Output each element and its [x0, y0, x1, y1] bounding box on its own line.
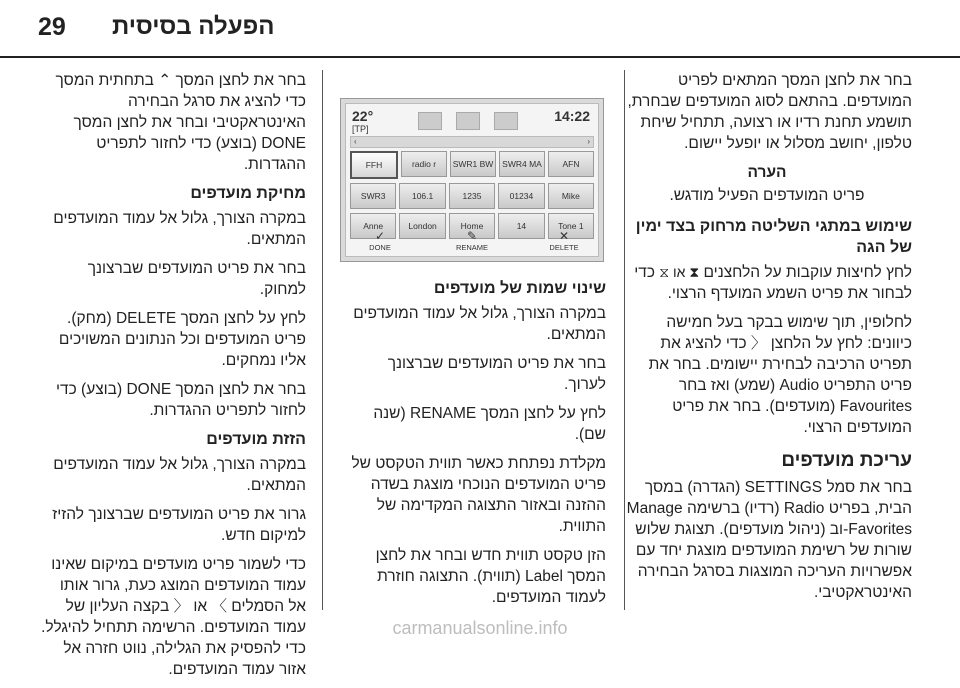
paragraph: מקלדת נפתחת כאשר תווית הטקסט של פריט המועדפים הנוכחי מוצגת בשדה ההזנה ובאזור התצוגה המקדימה של התווית. — [351, 455, 606, 535]
paragraph: לחץ על לחצן המסך RENAME (שנה שם). — [373, 405, 606, 443]
favourite-tile: 1235 — [449, 183, 495, 209]
note-title: הערה — [747, 164, 787, 181]
paragraph: במקרה הצורך, גלול אל עמוד המועדפים המתאים. — [53, 456, 306, 494]
temperature-readout: 22° — [352, 108, 374, 124]
home-icon — [418, 112, 442, 130]
watermark: carmanualsonline.info — [392, 618, 568, 638]
section-heading: שימוש במתגי השליטה מרחוק בצד ימין של הגה — [635, 218, 912, 256]
paragraph-text: לחץ לחיצות עוקבות על הלחצנים — [703, 264, 912, 281]
paragraph: בחר את לחצן המסך ⌃ בתחתית המסך כדי להציג את סרגל הבחירה האינטראקטיבי ובחר את לחצן המסך DONE (בוצע) כדי לחזור לתפריט ההגדרות. — [55, 72, 306, 173]
favourite-tile: 01234 — [498, 183, 544, 209]
section-heading: שינוי שמות של מועדפים — [433, 280, 606, 297]
page-title: הפעלה בסיסית — [112, 13, 275, 40]
rename-action — [442, 229, 502, 252]
paragraph: בחר את סמל SETTINGS (הגדרה) במסך הבית, בפריט Radio (רדיו) ברשימה Manage Favorites-וב (ניהול מועדפים). תצוגת שלוש שורות של רשימת המועדפים מוצגת יחד עם אפשרויות העריכה המוצגות בסרגל הבחירה האינטראקטיבי. — [626, 479, 912, 601]
favourite-tile: SWR3 — [350, 183, 396, 209]
favourite-tile: Tone 1 — [548, 213, 594, 239]
scroll-buttons-icon: ⧗ או ⧖ — [659, 264, 700, 280]
clock: 14:22 — [554, 108, 590, 124]
favourite-tile: Home — [449, 213, 495, 239]
action-label: DELETE — [549, 243, 579, 252]
action-bar — [350, 229, 594, 252]
column-divider — [322, 70, 323, 610]
phone-icon — [494, 112, 518, 130]
favourite-tile: 106.1 — [399, 183, 445, 209]
favourite-tile: Anne — [350, 213, 396, 239]
delete-action — [534, 229, 594, 252]
page-bar — [350, 136, 594, 148]
section-heading: מחיקת מועדפים — [190, 185, 306, 202]
paragraph: במקרה הצורך, גלול אל עמוד המועדפים המתאים. — [353, 305, 606, 343]
page-header — [0, 0, 960, 58]
pencil-icon: ✎ — [466, 229, 478, 243]
action-label: DONE — [369, 243, 391, 252]
page-number: 29 — [38, 13, 66, 41]
note-body: פריט המועדפים הפעיל מודגש. — [669, 187, 865, 204]
paragraph: הזן טקסט תווית חדש ובחר את לחצן המסך Label (תווית). התצוגה חוזרת לעמוד המועדפים. — [375, 547, 606, 606]
favourite-tile: London — [399, 213, 445, 239]
section-heading: הזזת מועדפים — [206, 431, 306, 448]
paragraph: בחר את לחצן המסך DONE (בוצע) כדי לחזור לתפריט ההגדרות. — [55, 381, 306, 419]
paragraph: גרור את פריט המועדפים שברצונך להזיז למיקום חדש. — [52, 506, 306, 544]
done-action — [350, 229, 410, 252]
favourites-row — [350, 183, 594, 209]
column-right — [622, 70, 912, 611]
section-heading: עריכת מועדפים — [781, 450, 912, 471]
cross-icon: ✕ — [558, 229, 570, 243]
paragraph: כדי לשמור פריט מועדפים במיקום שאינו עמוד המועדפים המוצג כעת, גרור אותו אל הסמלים 〉 או 〈 בקצה העליון של עמוד המועדפים. הרשימה תתחיל להיגלל. כדי להפסיק את הגלילה, נווט חזרה אל אזור עמוד המועדפים. — [41, 556, 306, 678]
screen-display — [345, 103, 599, 257]
page-right-icon: › — [587, 137, 590, 146]
favourite-tile: radio r — [401, 151, 447, 177]
favourites-screen-illustration — [340, 98, 604, 262]
favourite-tile: SWR1 BW — [450, 151, 496, 177]
page-left-icon: ‹ — [354, 137, 357, 146]
favourite-tile: 14 — [498, 213, 544, 239]
paragraph: לחלופין, תוך שימוש בבקר בעל חמישה כיוונים: לחץ על הלחצן 〈 כדי להציג את תפריט הרכיבה לבחירת יישומים. בחר את פריט התפריט Audio (שמע) ואז בחר Favourites (מועדפים). בחר את פריט המועדפים הרצוי. — [648, 314, 912, 436]
column-middle — [344, 272, 606, 616]
paragraph: במקרה הצורך, גלול אל עמוד המועדפים המתאים. — [53, 210, 306, 248]
paragraph: לחץ על לחצן המסך DELETE (מחק). פריט המועדפים וכל הנתונים המשויכים אליו נמחקים. — [58, 310, 306, 369]
paragraph: בחר את פריט המועדפים שברצונך לערוך. — [387, 355, 606, 393]
paragraph-text: כדי לבחור את פריט השמע המועדף הרצוי. — [634, 264, 912, 302]
paragraph: בחר את פריט המועדפים שברצונך למחוק. — [87, 260, 306, 298]
action-label: RENAME — [455, 243, 489, 252]
check-icon: ✓ — [374, 229, 386, 243]
media-icon — [456, 112, 480, 130]
favourites-row — [350, 151, 594, 179]
paragraph: בחר את לחצן המסך המתאים לפריט המועדפים. בהתאם לסוג המועדפים שבחרת, תושמע תחנת רדיו או רצועה, תתחיל שיחת טלפון, יחושב מסלול או יופעל יישום. — [627, 72, 912, 152]
favourite-tile: FFH — [350, 151, 398, 179]
paragraph — [622, 262, 912, 304]
column-left — [38, 70, 306, 688]
favourite-tile: Mike — [548, 183, 594, 209]
favourite-tile: AFN — [548, 151, 594, 177]
tp-indicator: [TP] — [352, 124, 369, 134]
favourite-tile: SWR4 MA — [499, 151, 545, 177]
